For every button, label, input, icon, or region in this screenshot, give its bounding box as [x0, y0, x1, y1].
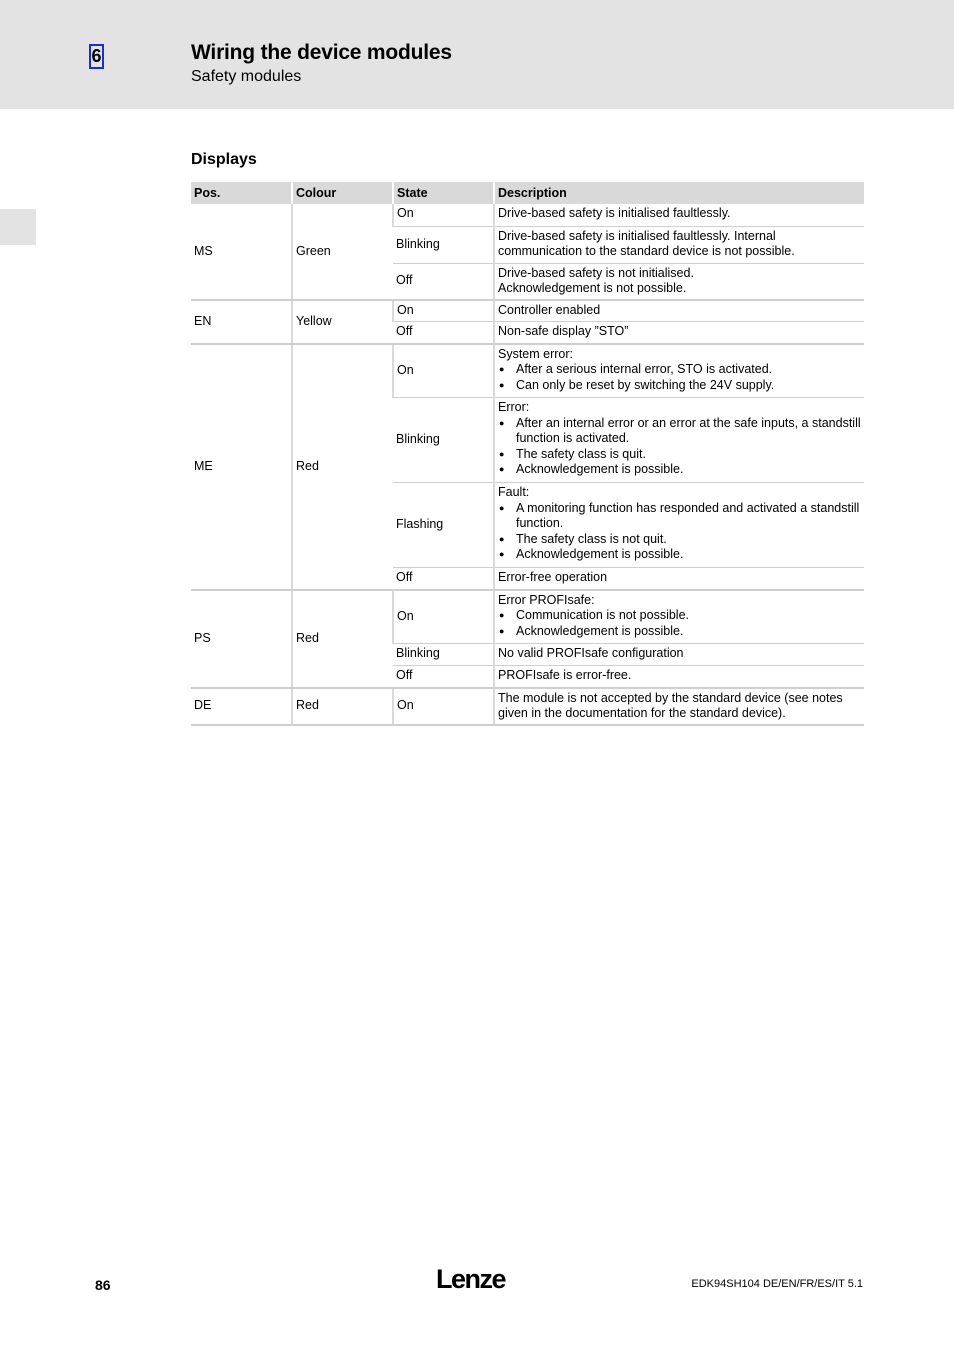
- description-line: Non-safe display ”STO”: [498, 324, 629, 338]
- cell-description: [494, 483, 864, 568]
- bullet-list: [498, 362, 861, 393]
- column-header-pos: Pos.: [191, 182, 292, 204]
- lenze-logo: Lenze: [436, 1264, 506, 1294]
- document-reference: EDK94SH104 DE/EN/FR/ES/IT 5.1: [691, 1278, 863, 1290]
- cell-description: [494, 568, 864, 590]
- table-header-row: [191, 182, 864, 204]
- description-line: Error PROFIsafe:: [498, 592, 595, 607]
- description-line: Drive-based safety is initialised faultlessly.: [498, 206, 731, 220]
- cell-description: [494, 300, 864, 322]
- bullet-item: ● After an internal error or an error at the safe inputs, a standstill function is activated.: [498, 416, 861, 447]
- cell-state: On: [393, 300, 494, 322]
- description-line: Drive-based safety is initialised faultlessly. Internal: [498, 228, 776, 243]
- cell-state: On: [393, 204, 494, 226]
- cell-state: On: [393, 344, 494, 398]
- description-line: Fault:: [498, 485, 530, 499]
- cell-description: [494, 263, 864, 300]
- cell-state: Flashing: [393, 483, 494, 568]
- bullet-item: ● The safety class is quit.: [498, 447, 861, 463]
- description-line: given in the documentation for the standard device).: [498, 706, 786, 720]
- bullet-item: ● The safety class is not quit.: [498, 532, 861, 548]
- chapter-title: Wiring the device modules: [191, 41, 452, 64]
- bullet-item: ● Can only be reset by switching the 24V supply.: [498, 378, 861, 394]
- cell-description: [494, 204, 864, 226]
- bullet-item: ● Communication is not possible.: [498, 608, 861, 624]
- bullet-item: ● A monitoring function has responded and activated a standstill function.: [498, 501, 861, 532]
- cell-description: [494, 398, 864, 483]
- bullet-item: ● Acknowledgement is possible.: [498, 462, 861, 478]
- description-line: No valid PROFIsafe configuration: [498, 646, 684, 660]
- page-number: 86: [95, 1277, 111, 1293]
- table-row: [191, 300, 864, 322]
- description-line: Controller enabled: [498, 302, 601, 317]
- cell-state: On: [393, 590, 494, 644]
- cell-description: [494, 322, 864, 344]
- cell-state: Blinking: [393, 226, 494, 263]
- description-line: The module is not accepted by the standard device (see notes: [498, 690, 843, 705]
- cell-colour: Red: [292, 590, 393, 688]
- cell-description: [494, 344, 864, 398]
- bullet-list: [498, 608, 861, 639]
- table-row: [191, 344, 864, 398]
- table-body: [191, 204, 864, 725]
- description-line: System error:: [498, 346, 574, 361]
- bullet-item: ● After a serious internal error, STO is activated.: [498, 362, 861, 378]
- description-line: Acknowledgement is not possible.: [498, 281, 687, 295]
- cell-description: [494, 666, 864, 688]
- cell-pos: ME: [191, 344, 292, 590]
- chapter-number: 6: [89, 44, 104, 69]
- displays-table: [191, 182, 864, 726]
- column-header-description: Description: [494, 182, 864, 204]
- cell-colour: Red: [292, 688, 393, 725]
- cell-pos: MS: [191, 204, 292, 300]
- cell-state: Blinking: [393, 644, 494, 666]
- column-header-colour: Colour: [292, 182, 393, 204]
- description-line: Error-free operation: [498, 570, 608, 584]
- cell-description: [494, 688, 864, 725]
- cell-description: [494, 590, 864, 644]
- bullet-list: [498, 416, 861, 478]
- description-line: communication to the standard device is not possible.: [498, 244, 795, 258]
- cell-colour: Yellow: [292, 300, 393, 344]
- cell-description: [494, 644, 864, 666]
- description-line: PROFIsafe is error-free.: [498, 668, 632, 682]
- description-line: Drive-based safety is not initialised.: [498, 265, 694, 280]
- section-heading: Displays: [191, 151, 257, 168]
- cell-pos: PS: [191, 590, 292, 688]
- description-line: Error:: [498, 400, 530, 414]
- chapter-subtitle: Safety modules: [191, 68, 302, 85]
- cell-colour: Green: [292, 204, 393, 300]
- cell-colour: Red: [292, 344, 393, 590]
- side-tab-marker: [0, 209, 36, 245]
- table-row: [191, 688, 864, 725]
- cell-state: Off: [393, 322, 494, 344]
- table-row: [191, 590, 864, 644]
- cell-state: Blinking: [393, 398, 494, 483]
- cell-description: [494, 226, 864, 263]
- column-header-state: State: [393, 182, 494, 204]
- cell-state: Off: [393, 666, 494, 688]
- bullet-list: [498, 501, 861, 563]
- bullet-item: ● Acknowledgement is possible.: [498, 624, 861, 640]
- cell-state: Off: [393, 568, 494, 590]
- table-row: [191, 204, 864, 226]
- cell-pos: EN: [191, 300, 292, 344]
- bullet-item: ● Acknowledgement is possible.: [498, 547, 861, 563]
- cell-state: On: [393, 688, 494, 725]
- cell-state: Off: [393, 263, 494, 300]
- header-band: [0, 0, 954, 109]
- cell-pos: DE: [191, 688, 292, 725]
